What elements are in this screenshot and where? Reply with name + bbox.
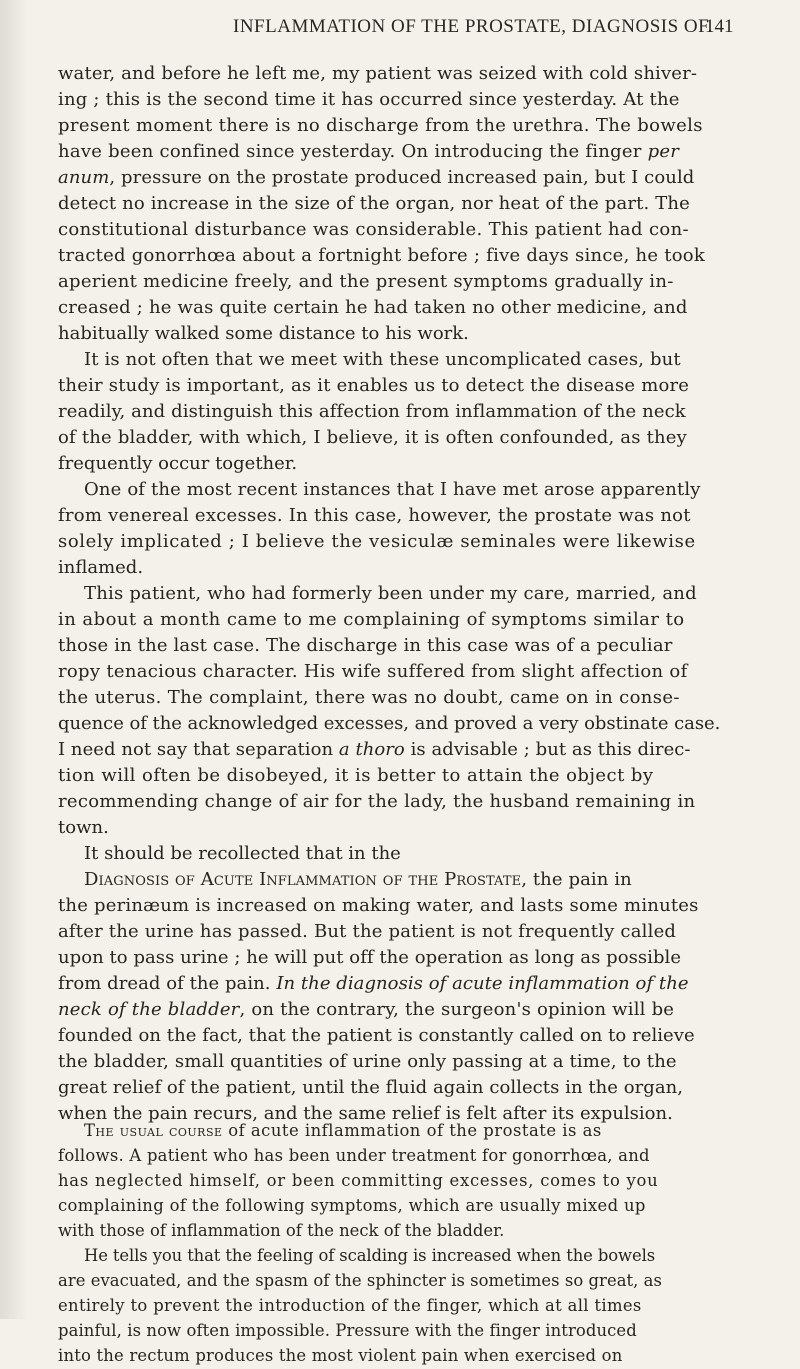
text-line: the perinæum is increased on making water, and lasts some minutes [58, 895, 699, 916]
section-heading-line: Diagnosis of Acute Inflammation of the Prostate, the pain in [84, 869, 632, 890]
text-line: frequently occur together. [58, 453, 298, 474]
text-line: those in the last case. The discharge in this case was of a peculiar [58, 635, 673, 656]
text-line: The usual course of acute inflammation of the prostate is as [84, 1121, 602, 1140]
text-line: anum, pressure on the prostate produced increased pain, but I could [58, 167, 695, 188]
text-line: entirely to prevent the introduction of the finger, which at all times [58, 1296, 642, 1315]
text-line: from dread of the pain. In the diagnosis of acute inflammation of the [58, 973, 689, 994]
text-line: tracted gonorrhœa about a fortnight before ; five days since, he took [58, 245, 706, 266]
text-line: ing ; this is the second time it has occurred since yesterday. At the [58, 89, 680, 110]
text-line: has neglected himself, or been committing excesses, comes to you [58, 1171, 659, 1190]
text-line: readily, and distinguish this affection from inflammation of the neck [58, 401, 686, 422]
text-line: creased ; he was quite certain he had taken no other medicine, and [58, 297, 688, 318]
text-line: ropy tenacious character. His wife suffered from slight affection of [58, 661, 688, 682]
text-line: into the rectum produces the most violent pain when exercised on [58, 1346, 623, 1365]
text-line: aperient medicine freely, and the present symptoms gradually in- [58, 271, 674, 292]
section-heading: The usual course [84, 1121, 223, 1140]
text-line: founded on the fact, that the patient is constantly called on to relieve [58, 1025, 695, 1046]
section-heading: Diagnosis of Acute Inflammation of the Prostate [84, 869, 522, 890]
page-header [0, 6, 800, 42]
page-number: 141 [705, 16, 734, 37]
text-line: great relief of the patient, until the fluid again collects in the organ, [58, 1077, 684, 1098]
text-line: quence of the acknowledged excesses, and proved a very obstinate case. [58, 713, 721, 734]
text-line: from venereal excesses. In this case, however, the prostate was not [58, 505, 691, 526]
text-line: I need not say that separation a thoro is advisable ; but as this direc- [58, 739, 691, 760]
text-line: It should be recollected that in the [84, 843, 401, 864]
text-line: water, and before he left me, my patient was seized with cold shiver- [58, 63, 698, 84]
text-line: tion will often be disobeyed, it is better to attain the object by [58, 765, 654, 786]
text-line: have been confined since yesterday. On introducing the finger per [58, 141, 680, 162]
text-line: It is not often that we meet with these uncomplicated cases, but [84, 349, 681, 370]
text-line: upon to pass urine ; he will put off the operation as long as possible [58, 947, 682, 968]
text-line: neck of the bladder, on the contrary, the surgeon's opinion will be [58, 999, 675, 1020]
text-line: present moment there is no discharge from the urethra. The bowels [58, 115, 703, 136]
text-line: town. [58, 817, 109, 838]
text-line: the uterus. The complaint, there was no doubt, came on in conse- [58, 687, 680, 708]
text-line: solely implicated ; I believe the vesiculæ seminales were likewise [58, 531, 696, 552]
text-line: the bladder, small quantities of urine only passing at a time, to the [58, 1051, 677, 1072]
text-line: in about a month came to me complaining of symptoms similar to [58, 609, 685, 630]
text-line: with those of inflammation of the neck of the bladder. [58, 1221, 505, 1240]
text-line: detect no increase in the size of the organ, nor heat of the part. The [58, 193, 690, 214]
text-line: when the pain recurs, and the same relief is felt after its expulsion. [58, 1103, 673, 1124]
page-gutter-shadow [0, 0, 28, 1319]
text-line: follows. A patient who has been under treatment for gonorrhœa, and [58, 1146, 650, 1165]
text-line: after the urine has passed. But the patient is not frequently called [58, 921, 677, 942]
text-line: inflamed. [58, 557, 144, 578]
text-line: This patient, who had formerly been under my care, married, and [84, 583, 697, 604]
text-line: are evacuated, and the spasm of the sphincter is sometimes so great, as [58, 1271, 662, 1290]
text-line: recommending change of air for the lady, the husband remaining in [58, 791, 696, 812]
text-line: He tells you that the feeling of scalding is increased when the bowels [84, 1246, 656, 1265]
text-line: One of the most recent instances that I have met arose apparently [84, 479, 701, 500]
text-line: of the bladder, with which, I believe, it is often confounded, as they [58, 427, 688, 448]
text-line: complaining of the following symptoms, which are usually mixed up [58, 1196, 646, 1215]
text-line: their study is important, as it enables us to detect the disease more [58, 375, 690, 396]
running-head: INFLAMMATION OF THE PROSTATE, DIAGNOSIS OF. [233, 16, 713, 37]
text-line: constitutional disturbance was considerable. This patient had con- [58, 219, 689, 240]
text-line: painful, is now often impossible. Pressure with the finger introduced [58, 1321, 637, 1340]
text-line: habitually walked some distance to his work. [58, 323, 469, 344]
